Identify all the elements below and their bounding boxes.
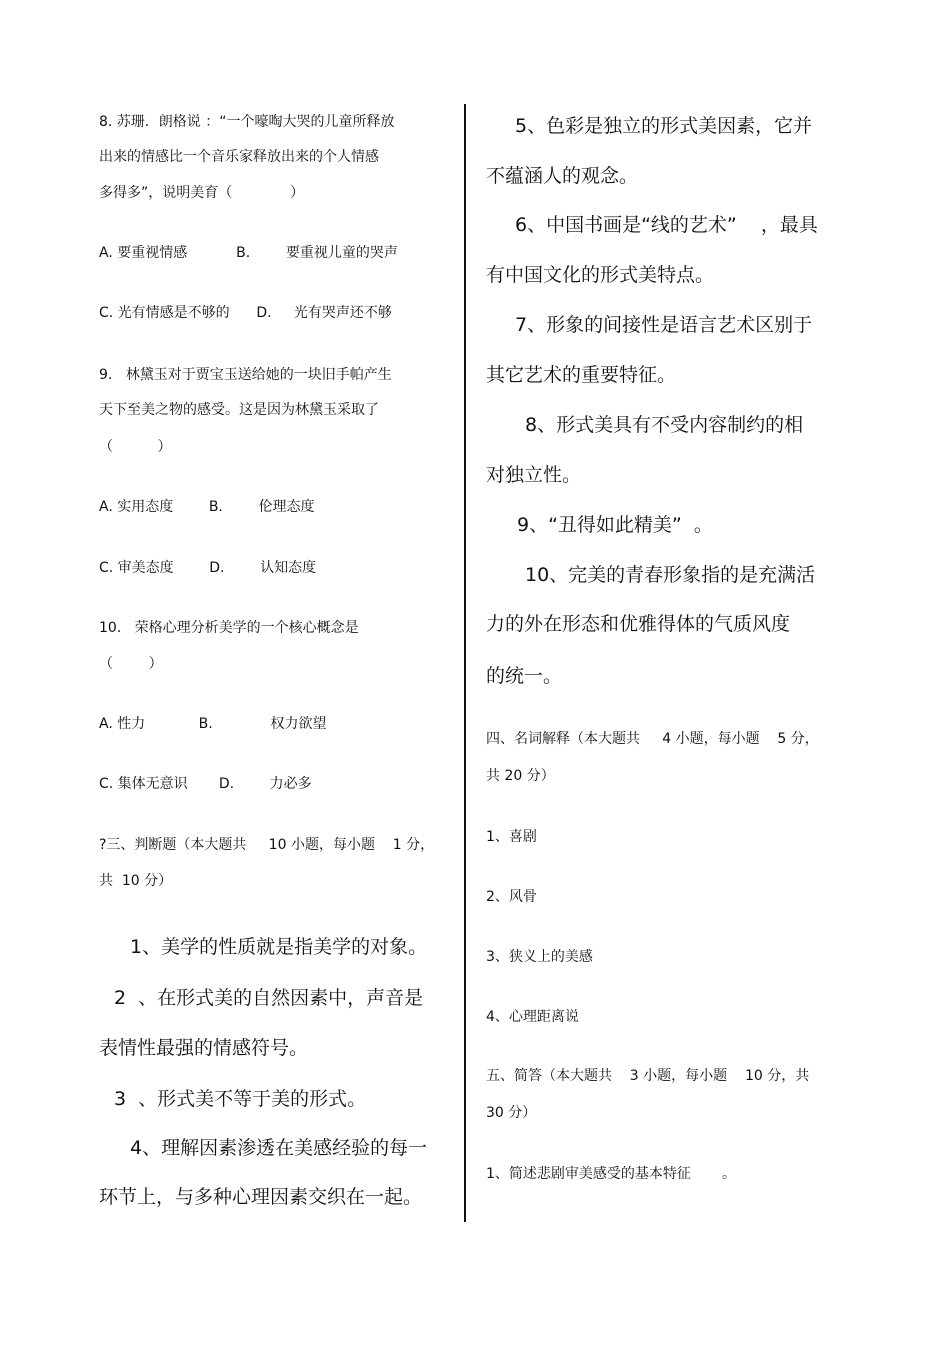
question-8-text: 出来的情感比一个音乐家释放出来的个人情感	[99, 149, 379, 165]
column-divider	[464, 104, 466, 1222]
judgement-item: 3 、形式美不等于美的形式。	[114, 1088, 367, 1110]
section-4-heading: 共 20 分）	[486, 768, 555, 784]
judgement-item: 有中国文化的形式美特点。	[486, 264, 715, 286]
question-10-options: C. 集体无意识 D. 力必多	[99, 776, 312, 792]
question-9-text: 9. 林黛玉对于贾宝玉送给她的一块旧手帕产生	[99, 367, 392, 383]
judgement-item: 对独立性。	[486, 464, 582, 486]
judgement-item: 的统一。	[486, 665, 563, 687]
question-8-options: A. 要重视情感 B. 要重视儿童的哭声	[99, 245, 398, 261]
section-4-heading: 四、名词解释（本大题共 4 小题，每小题 5 分，	[486, 731, 819, 747]
judgement-item: 其它艺术的重要特征。	[486, 364, 677, 386]
judgement-item: 不蕴涵人的观念。	[486, 165, 639, 187]
term-item: 1、喜剧	[486, 829, 537, 845]
judgement-item: 2 、在形式美的自然因素中，声音是	[114, 987, 424, 1009]
term-item: 4、心理距离说	[486, 1009, 579, 1025]
judgement-item: 5、色彩是独立的形式美因素，它并	[515, 115, 813, 137]
section-3-heading: 共 10 分）	[99, 873, 173, 889]
judgement-item: 9、“丑得如此精美” 。	[517, 514, 713, 536]
judgement-item: 8、形式美具有不受内容制约的相	[525, 414, 804, 436]
question-10-text: 10. 荣格心理分析美学的一个核心概念是	[99, 620, 359, 636]
question-10-text: （ ）	[99, 656, 163, 672]
section-3-heading: ?三、判断题（本大题共 10 小题，每小题 1 分，	[99, 837, 435, 853]
question-9-options: A. 实用态度 B. 伦理态度	[99, 499, 315, 515]
term-item: 2、风骨	[486, 889, 537, 905]
section-5-heading: 30 分）	[486, 1105, 537, 1121]
question-8-text: 多得多”，说明美育（ ）	[99, 185, 305, 201]
question-9-text: （ ）	[99, 439, 172, 455]
section-5-heading: 五、简答（本大题共 3 小题，每小题 10 分，共	[486, 1068, 810, 1084]
judgement-item: 1、美学的性质就是指美学的对象。	[130, 936, 428, 958]
question-10-options: A. 性力 B. 权力欲望	[99, 716, 327, 732]
judgement-item: 6、中国书画是“线的艺术” ，最具	[515, 214, 818, 236]
question-9-text: 天下至美之物的感受。这是因为林黛玉采取了	[99, 402, 379, 418]
judgement-item: 环节上，与多种心理因素交织在一起。	[99, 1186, 423, 1208]
question-8-text: 8. 苏珊．朗格说 ：“一个嚎啕大哭的儿童所释放	[99, 114, 395, 130]
judgement-item: 力的外在形态和优雅得体的气质风度	[486, 613, 791, 635]
question-8-options: C. 光有情感是不够的 D. 光有哭声还不够	[99, 305, 392, 321]
question-9-options: C. 审美态度 D. 认知态度	[99, 560, 317, 576]
judgement-item: 10、完美的青春形象指的是充满活	[525, 564, 816, 586]
judgement-item: 4、理解因素渗透在美感经验的每一	[130, 1137, 428, 1159]
term-item: 3、狭义上的美感	[486, 949, 593, 965]
judgement-item: 表情性最强的情感符号。	[99, 1037, 309, 1059]
judgement-item: 7、形象的间接性是语言艺术区别于	[515, 314, 813, 336]
short-answer-item: 1、简述悲剧审美感受的基本特征 。	[486, 1166, 737, 1182]
